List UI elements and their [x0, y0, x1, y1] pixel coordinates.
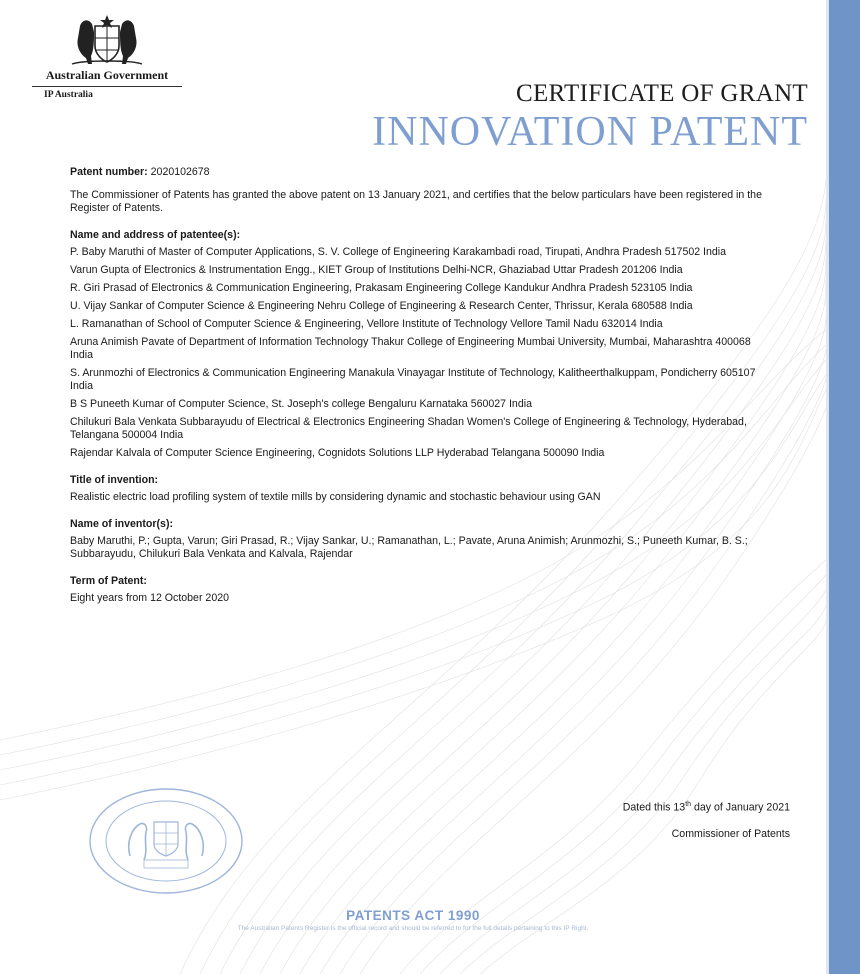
patentee-item: L. Ramanathan of School of Computer Science & Engineering, Vellore Institute of Technology Vellore Tamil Nadu 632014 India	[70, 318, 663, 330]
patents-act-title: PATENTS ACT 1990	[346, 908, 480, 923]
patentee-item: P. Baby Maruthi of Master of Computer Applications, S. V. College of Engineering Karakambadi road, Tirupati, Andhra Pradesh 517502 India	[70, 246, 727, 258]
invention-title: Realistic electric load profiling system of textile mills by considering dynamic and stochastic behaviour using GAN	[70, 491, 601, 503]
register-note: The Australian Patents Register is the official record and should be referred to for the full details pertaining to this IP Right.	[237, 925, 589, 932]
patentee-item: Varun Gupta of Electronics & Instrumentation Engg., KIET Group of Institutions Delhi-NCR, Ghaziabad Uttar Pradesh 201206 India	[70, 264, 683, 276]
right-band-edge	[826, 0, 829, 974]
patentee-item: U. Vijay Sankar of Computer Science & Engineering Nehru College of Engineering & Research Center, Thrissur, Kerala 680588 India	[70, 300, 693, 312]
patentee-item: Aruna Animish Pavate of Department of Information Technology Thakur College of Engineering Mumbai University, Mumbai, Maharashtra 400068 India	[70, 336, 751, 361]
dated-suffix: day of January 2021	[691, 801, 790, 814]
term-heading: Term of Patent:	[70, 575, 147, 587]
logo-divider	[32, 86, 182, 87]
australian-government-logo	[22, 14, 192, 100]
patent-type-title: INNOVATION PATENT	[372, 109, 808, 155]
patent-office-seal	[86, 786, 246, 896]
term-value: Eight years from 12 October 2020	[70, 592, 229, 604]
patent-number-line	[70, 166, 776, 179]
patentees-list	[70, 246, 776, 460]
certificate-body	[70, 166, 776, 605]
dated-prefix: Dated this 13	[622, 801, 686, 814]
patentee-item: Chilukuri Bala Venkata Subbarayudu of Electrical & Electronics Engineering Shadan Women's College of Engineering & Technology, Hyderabad, Telangana 500004 India	[70, 416, 747, 441]
signatory-title: Commissioner of Patents	[671, 828, 790, 840]
patentee-item: R. Giri Prasad of Electronics & Communication Engineering, Prakasam Engineering College Kandukur Andhra Pradesh 523105 India	[70, 282, 693, 294]
patent-number-label: Patent number:	[70, 166, 148, 178]
patentee-item: S. Arunmozhi of Electronics & Communication Engineering Manakula Vinayagar Institute of Technology, Kalitheerthalkuppam, Pondicherry 605107 India	[70, 367, 756, 392]
grant-statement: The Commissioner of Patents has granted the above patent on 13 January 2021, and certifies that the below particulars have been registered in the Register of Patents.	[70, 189, 762, 214]
certificate-title: CERTIFICATE OF GRANT	[515, 80, 808, 107]
right-blue-band	[826, 0, 860, 974]
patentees-heading: Name and address of patentee(s):	[70, 229, 241, 241]
coat-of-arms-icon	[64, 14, 150, 66]
patentee-item: B S Puneeth Kumar of Computer Science, St. Joseph's college Bengaluru Karnataka 560027 India	[70, 398, 532, 410]
government-name: Australian Government	[45, 68, 169, 82]
agency-name: IP Australia	[44, 90, 93, 100]
inventors-heading: Name of inventor(s):	[70, 518, 174, 530]
invention-title-heading: Title of invention:	[70, 474, 159, 486]
dated-ordinal: th	[685, 801, 692, 808]
patent-number-value: 2020102678	[150, 166, 210, 178]
inventors-names: Baby Maruthi, P.; Gupta, Varun; Giri Prasad, R.; Vijay Sankar, U.; Ramanathan, L.; Pavate, Aruna Animish; Arunmozhi, S.; Puneeth Kumar, B. S.; Subbarayudu, Chilukuri Bala Venkata and Kalvala, Rajendar	[70, 535, 748, 560]
dated-line	[623, 801, 790, 814]
patentee-item: Rajendar Kalvala of Computer Science Engineering, Cognidots Solutions LLP Hyderabad Telangana 500090 India	[70, 447, 605, 459]
